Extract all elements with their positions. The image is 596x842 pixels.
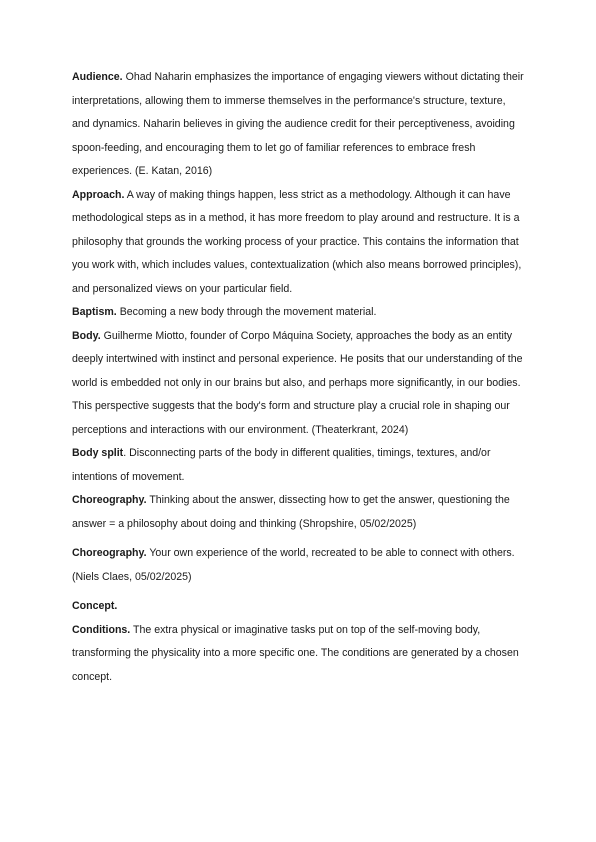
entry-term: Body split: [72, 447, 124, 459]
entry-definition: Becoming a new body through the movement material.: [116, 306, 377, 318]
entry-definition: The extra physical or imaginative tasks put on top of the self-moving body, transforming the physicality into a more specific one. The conditions are generated by a chosen concept.: [72, 623, 519, 683]
glossary-entry-approach: [72, 184, 524, 302]
glossary-entry-choreography-2: [72, 542, 524, 589]
glossary-entry-body-split: [72, 442, 524, 489]
entry-definition: Ohad Naharin emphasizes the importance of engaging viewers without dictating their interpretations, allowing them to immerse themselves in the performance's structure, texture, and dynamics. Naharin believes in giving the audience credit for their perceptiveness, avoiding spoon-feeding, and encouraging them to let go of familiar references to embrace fresh experiences. (E. Katan, 2016): [72, 71, 524, 177]
entry-term: Choreography.: [72, 547, 147, 559]
glossary-entry-body: [72, 325, 524, 443]
entry-definition: . Disconnecting parts of the body in different qualities, timings, textures, and/or intentions of movement.: [72, 447, 491, 483]
entry-term: Audience.: [72, 71, 123, 83]
glossary-entry-concept: [72, 595, 524, 619]
glossary-entry-choreography-1: [72, 489, 524, 536]
entry-term: Conditions.: [72, 623, 131, 636]
entry-definition: A way of making things happen, less strict as a methodology. Although it can have methodological steps as in a method, it has more freedom to play around and restructure. It is a philosophy that grounds the working process of your practice. This contains the information that you work with, which includes values, contextualization (which also means borrowed principles), and personalized views on your particular field.: [72, 188, 522, 295]
entry-definition: Your own experience of the world, recreated to be able to connect with others. (Niels Claes, 05/02/2025): [72, 547, 515, 583]
glossary-entry-baptism: [72, 301, 524, 325]
glossary-entry-conditions: [72, 619, 524, 690]
entry-definition: Thinking about the answer, dissecting how to get the answer, questioning the answer = a philosophy about doing and thinking (Shropshire, 05/02/2025): [72, 494, 510, 530]
entry-term: Concept.: [72, 600, 118, 612]
glossary-entry-audience: [72, 66, 524, 184]
entry-term: Baptism.: [72, 306, 117, 318]
entry-term: Choreography.: [72, 494, 147, 506]
entry-term: Approach.: [72, 188, 125, 201]
entry-term: Body.: [72, 329, 101, 342]
entry-definition: Guilherme Miotto, founder of Corpo Máquina Society, approaches the body as an entity deeply intertwined with instinct and personal experience. He posits that our understanding of the world is embedded not only in our brains but also, and perhaps more significantly, in our bodies. This perspective suggests that the body's form and structure play a crucial role in shaping our perceptions and interactions with our environment. (Theaterkrant, 2024): [72, 329, 523, 436]
